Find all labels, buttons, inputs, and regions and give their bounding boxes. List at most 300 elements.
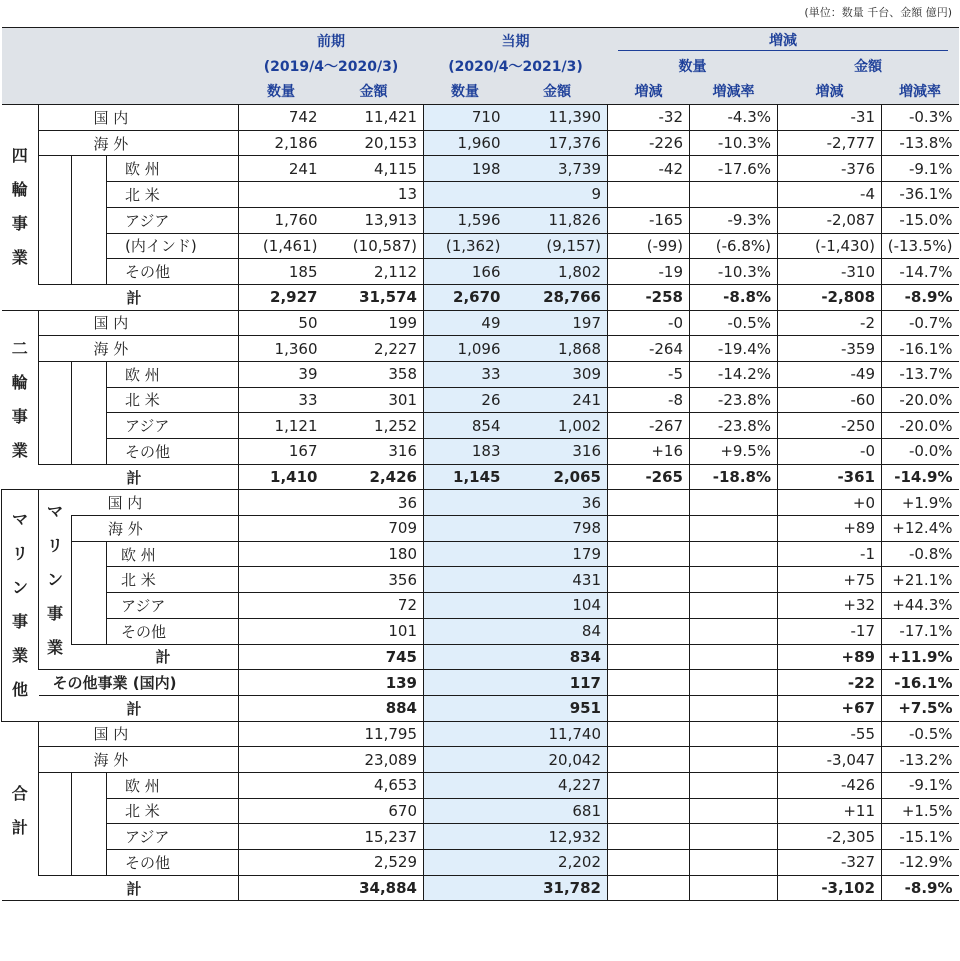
cell-prev-amt: 101	[324, 618, 424, 644]
cell-qty-rate: -4.3%	[690, 105, 778, 131]
cell-qty-rate	[690, 593, 778, 619]
cell-curr-qty: 26	[424, 387, 507, 413]
cell-prev-qty	[239, 747, 324, 773]
cell-amt-rate: -15.0%	[882, 207, 959, 233]
row-label: その他	[107, 618, 239, 644]
cell-qty-rate	[690, 618, 778, 644]
row-label: 欧 州	[107, 772, 239, 798]
table-row	[2, 824, 959, 850]
cell-qty-rate	[690, 644, 778, 670]
cell-curr-amt: 2,065	[507, 464, 608, 490]
cell-curr-amt: 951	[507, 695, 608, 721]
table-row	[2, 567, 959, 593]
cell-amt-inc: +75	[778, 567, 882, 593]
table-row	[2, 798, 959, 824]
cell-qty-inc: -32	[608, 105, 690, 131]
cell-prev-amt: 745	[324, 644, 424, 670]
cell-curr-amt: 12,932	[507, 824, 608, 850]
cell-curr-amt: 11,826	[507, 207, 608, 233]
segment-four-wheel-text: 四輪事業	[11, 146, 28, 268]
cell-prev-amt: 72	[324, 593, 424, 619]
cell-amt-inc: -3,047	[778, 747, 882, 773]
cell-prev-qty	[239, 618, 324, 644]
cell-prev-qty: 39	[239, 361, 324, 387]
cell-prev-qty	[239, 695, 324, 721]
cell-curr-qty	[424, 875, 507, 901]
segment-total	[2, 721, 39, 901]
cell-curr-qty	[424, 182, 507, 208]
cell-qty-inc: -265	[608, 464, 690, 490]
cell-curr-qty	[424, 721, 507, 747]
cell-amt-rate: -9.1%	[882, 156, 959, 182]
table-row	[2, 156, 959, 182]
cell-amt-inc: +89	[778, 644, 882, 670]
cell-curr-amt: 3,739	[507, 156, 608, 182]
diff-label: 増減	[608, 28, 959, 54]
table-row	[2, 387, 959, 413]
cell-curr-qty	[424, 618, 507, 644]
col-prev-qty: 数量	[239, 79, 324, 105]
cell-qty-inc	[608, 798, 690, 824]
cell-curr-qty	[424, 670, 507, 696]
cell-amt-rate: (-13.5%)	[882, 233, 959, 259]
cell-curr-qty	[424, 695, 507, 721]
sales-table	[1, 27, 959, 901]
cell-amt-rate: -0.5%	[882, 721, 959, 747]
table-row	[2, 850, 959, 876]
row-label: 海 外	[72, 336, 239, 362]
table-row	[2, 490, 959, 516]
indent-cell	[39, 721, 72, 747]
cell-amt-inc: -31	[778, 105, 882, 131]
row-label: 国 内	[72, 310, 239, 336]
header-row-2	[2, 53, 959, 79]
indent-cell	[39, 310, 72, 336]
cell-amt-rate: -0.0%	[882, 439, 959, 465]
cell-qty-inc: +16	[608, 439, 690, 465]
cell-curr-amt: 104	[507, 593, 608, 619]
cell-prev-qty: 742	[239, 105, 324, 131]
table-row	[2, 541, 959, 567]
cell-amt-inc: -426	[778, 772, 882, 798]
cell-curr-amt: (9,157)	[507, 233, 608, 259]
row-label: 海 外	[72, 747, 239, 773]
subtotal-row	[2, 644, 959, 670]
cell-curr-amt: 1,002	[507, 413, 608, 439]
cell-amt-rate: -8.9%	[882, 875, 959, 901]
cell-prev-amt: 13,913	[324, 207, 424, 233]
cell-qty-inc: -267	[608, 413, 690, 439]
cell-amt-rate: +21.1%	[882, 567, 959, 593]
cell-amt-inc: -327	[778, 850, 882, 876]
cell-prev-amt: 2,529	[324, 850, 424, 876]
cell-prev-qty	[239, 516, 324, 542]
cell-curr-qty	[424, 824, 507, 850]
cell-amt-rate: -15.1%	[882, 824, 959, 850]
cell-curr-qty	[424, 593, 507, 619]
row-label: アジア	[107, 593, 239, 619]
cell-qty-inc	[608, 721, 690, 747]
indent-cell	[72, 541, 107, 644]
row-label: 欧 州	[107, 361, 239, 387]
cell-curr-qty: 1,145	[424, 464, 507, 490]
segment-marine-other-text: マリン事業他	[11, 510, 28, 700]
cell-prev-amt: 2,426	[324, 464, 424, 490]
cell-qty-rate: -17.6%	[690, 156, 778, 182]
table-row	[2, 182, 959, 208]
cell-curr-amt: 834	[507, 644, 608, 670]
cell-curr-amt: 31,782	[507, 875, 608, 901]
cell-prev-amt: 1,252	[324, 413, 424, 439]
cell-curr-amt: 9	[507, 182, 608, 208]
cell-qty-rate	[690, 182, 778, 208]
row-label: (内インド)	[107, 233, 239, 259]
cell-amt-inc: -22	[778, 670, 882, 696]
cell-curr-qty	[424, 516, 507, 542]
cell-qty-rate	[690, 798, 778, 824]
cell-amt-rate: -13.2%	[882, 747, 959, 773]
cell-prev-amt: 31,574	[324, 284, 424, 310]
cell-prev-amt: 15,237	[324, 824, 424, 850]
cell-qty-inc	[608, 567, 690, 593]
header-row-1	[2, 28, 959, 54]
cell-curr-amt: 197	[507, 310, 608, 336]
prev-label: 前期	[239, 28, 424, 54]
cell-curr-qty: 854	[424, 413, 507, 439]
table-row	[2, 593, 959, 619]
cell-prev-amt: 13	[324, 182, 424, 208]
cell-qty-inc: -226	[608, 130, 690, 156]
cell-qty-rate	[690, 772, 778, 798]
row-label: 北 米	[107, 182, 239, 208]
cell-qty-rate: -23.8%	[690, 413, 778, 439]
segment-marine	[39, 490, 72, 670]
segment-two-wheel	[2, 310, 39, 490]
cell-curr-qty: 198	[424, 156, 507, 182]
cell-amt-rate: -16.1%	[882, 336, 959, 362]
cell-qty-inc	[608, 593, 690, 619]
subtotal-row	[2, 695, 959, 721]
cell-curr-qty	[424, 850, 507, 876]
cell-prev-qty: 1,121	[239, 413, 324, 439]
row-label: その他	[107, 259, 239, 285]
cell-prev-amt: 180	[324, 541, 424, 567]
table-row	[2, 413, 959, 439]
cell-curr-qty: 33	[424, 361, 507, 387]
cell-qty-inc	[608, 850, 690, 876]
cell-curr-qty	[424, 747, 507, 773]
indent-cell	[39, 105, 72, 131]
diff-amt-label: 金額	[778, 53, 959, 79]
row-label: 計	[72, 644, 239, 670]
cell-qty-inc: -5	[608, 361, 690, 387]
table-row	[2, 439, 959, 465]
row-label: 計	[39, 695, 239, 721]
cell-curr-amt: 2,202	[507, 850, 608, 876]
cell-amt-rate: -20.0%	[882, 413, 959, 439]
cell-amt-inc: -359	[778, 336, 882, 362]
grand-total-row	[2, 875, 959, 901]
cell-qty-inc	[608, 644, 690, 670]
cell-prev-amt: 36	[324, 490, 424, 516]
cell-curr-amt: 20,042	[507, 747, 608, 773]
cell-amt-inc: -49	[778, 361, 882, 387]
cell-qty-rate: -10.3%	[690, 130, 778, 156]
cell-curr-amt: 17,376	[507, 130, 608, 156]
curr-label: 当期	[424, 28, 608, 54]
cell-amt-rate: -13.8%	[882, 130, 959, 156]
cell-amt-inc: -2,087	[778, 207, 882, 233]
table-row	[2, 772, 959, 798]
cell-qty-inc	[608, 541, 690, 567]
curr-period: (2020/4～2021/3)	[424, 53, 608, 79]
table-row	[2, 259, 959, 285]
cell-qty-rate	[690, 875, 778, 901]
cell-curr-qty	[424, 798, 507, 824]
cell-amt-inc: -4	[778, 182, 882, 208]
cell-qty-inc	[608, 772, 690, 798]
row-label: その他	[107, 850, 239, 876]
segment-marine-other	[2, 490, 39, 721]
table-row	[2, 747, 959, 773]
row-label: 計	[39, 464, 239, 490]
col-curr-qty: 数量	[424, 79, 507, 105]
cell-curr-qty: (1,362)	[424, 233, 507, 259]
cell-amt-rate: -36.1%	[882, 182, 959, 208]
cell-prev-qty	[239, 182, 324, 208]
cell-qty-rate: -9.3%	[690, 207, 778, 233]
row-label: その他	[107, 439, 239, 465]
cell-qty-inc: -258	[608, 284, 690, 310]
cell-qty-inc	[608, 516, 690, 542]
cell-qty-inc	[608, 824, 690, 850]
cell-qty-inc	[608, 875, 690, 901]
col-curr-amt: 金額	[507, 79, 608, 105]
cell-amt-inc: +11	[778, 798, 882, 824]
cell-prev-qty: 1,360	[239, 336, 324, 362]
cell-qty-inc: -19	[608, 259, 690, 285]
cell-qty-inc: (-99)	[608, 233, 690, 259]
cell-qty-inc: -264	[608, 336, 690, 362]
cell-curr-amt: 681	[507, 798, 608, 824]
cell-prev-amt: 670	[324, 798, 424, 824]
cell-curr-qty: 1,596	[424, 207, 507, 233]
segment-total-text: 合計	[11, 783, 28, 837]
cell-curr-qty	[424, 644, 507, 670]
cell-amt-rate: -9.1%	[882, 772, 959, 798]
cell-curr-amt: 798	[507, 516, 608, 542]
cell-amt-rate: -0.7%	[882, 310, 959, 336]
cell-amt-rate: -14.9%	[882, 464, 959, 490]
cell-prev-qty	[239, 644, 324, 670]
row-label: アジア	[107, 413, 239, 439]
cell-curr-qty	[424, 490, 507, 516]
table-row	[2, 130, 959, 156]
cell-qty-inc: -42	[608, 156, 690, 182]
row-label: 北 米	[107, 387, 239, 413]
table-row	[2, 336, 959, 362]
row-label: アジア	[107, 824, 239, 850]
cell-amt-rate: -8.9%	[882, 284, 959, 310]
cell-curr-amt: 241	[507, 387, 608, 413]
cell-qty-rate	[690, 541, 778, 567]
cell-amt-inc: -2,777	[778, 130, 882, 156]
cell-amt-rate: -14.7%	[882, 259, 959, 285]
cell-amt-inc: +0	[778, 490, 882, 516]
cell-amt-rate: +7.5%	[882, 695, 959, 721]
indent-cell	[39, 130, 72, 156]
row-label: 計	[39, 875, 239, 901]
subtotal-row	[2, 464, 959, 490]
subtotal-row	[2, 670, 959, 696]
cell-curr-qty: 1,960	[424, 130, 507, 156]
segment-two-wheel-text: 二輪事業	[11, 338, 28, 460]
indent-cell	[72, 361, 107, 464]
cell-amt-rate: -13.7%	[882, 361, 959, 387]
table-row	[2, 721, 959, 747]
cell-prev-amt: 358	[324, 361, 424, 387]
row-label: 北 米	[107, 567, 239, 593]
cell-amt-rate: +1.9%	[882, 490, 959, 516]
indent-cell	[72, 772, 107, 875]
row-label: 欧 州	[107, 541, 239, 567]
table-row	[2, 233, 959, 259]
cell-qty-rate: -23.8%	[690, 387, 778, 413]
cell-qty-rate: -10.3%	[690, 259, 778, 285]
cell-qty-rate: -0.5%	[690, 310, 778, 336]
cell-prev-qty: 2,927	[239, 284, 324, 310]
cell-prev-qty	[239, 721, 324, 747]
cell-prev-amt: 2,112	[324, 259, 424, 285]
cell-prev-qty: 185	[239, 259, 324, 285]
cell-curr-amt: 4,227	[507, 772, 608, 798]
cell-amt-inc: -376	[778, 156, 882, 182]
cell-curr-qty	[424, 541, 507, 567]
cell-curr-amt: 179	[507, 541, 608, 567]
cell-qty-inc	[608, 182, 690, 208]
cell-prev-qty	[239, 875, 324, 901]
cell-amt-rate: -20.0%	[882, 387, 959, 413]
row-label: 計	[39, 284, 239, 310]
cell-curr-amt: 431	[507, 567, 608, 593]
cell-prev-qty	[239, 670, 324, 696]
row-label: 海 外	[72, 516, 239, 542]
prev-period: (2019/4～2020/3)	[239, 53, 424, 79]
cell-amt-inc: -55	[778, 721, 882, 747]
cell-prev-qty	[239, 824, 324, 850]
cell-prev-amt: 4,115	[324, 156, 424, 182]
col-amt-rate: 増減率	[882, 79, 959, 105]
cell-prev-amt: 356	[324, 567, 424, 593]
col-prev-amt: 金額	[324, 79, 424, 105]
cell-curr-amt: 117	[507, 670, 608, 696]
cell-amt-inc: -0	[778, 439, 882, 465]
indent-cell	[39, 772, 72, 875]
cell-curr-amt: 11,740	[507, 721, 608, 747]
cell-prev-qty	[239, 541, 324, 567]
cell-qty-rate	[690, 670, 778, 696]
cell-amt-inc: -3,102	[778, 875, 882, 901]
cell-amt-inc: -2	[778, 310, 882, 336]
table-row	[2, 618, 959, 644]
indent-cell	[39, 361, 72, 464]
cell-curr-qty: 2,670	[424, 284, 507, 310]
cell-amt-rate: -0.8%	[882, 541, 959, 567]
cell-qty-inc	[608, 618, 690, 644]
cell-amt-inc: -1	[778, 541, 882, 567]
segment-four-wheel	[2, 105, 39, 311]
cell-prev-qty	[239, 798, 324, 824]
table-row	[2, 207, 959, 233]
cell-amt-inc: -310	[778, 259, 882, 285]
segment-marine-text: マリン事業	[46, 501, 63, 657]
cell-prev-amt: 20,153	[324, 130, 424, 156]
cell-prev-amt: 11,795	[324, 721, 424, 747]
cell-qty-inc	[608, 670, 690, 696]
cell-prev-amt: 2,227	[324, 336, 424, 362]
cell-qty-rate: -18.8%	[690, 464, 778, 490]
cell-prev-amt: 23,089	[324, 747, 424, 773]
cell-qty-rate: -14.2%	[690, 361, 778, 387]
col-amt-inc: 増減	[778, 79, 882, 105]
row-label: 国 内	[72, 105, 239, 131]
cell-prev-amt: 199	[324, 310, 424, 336]
cell-curr-amt: 28,766	[507, 284, 608, 310]
row-label: 海 外	[72, 130, 239, 156]
row-label: 欧 州	[107, 156, 239, 182]
cell-prev-qty: 2,186	[239, 130, 324, 156]
cell-prev-amt: 709	[324, 516, 424, 542]
cell-qty-inc	[608, 490, 690, 516]
cell-curr-amt: 1,868	[507, 336, 608, 362]
indent-cell	[39, 156, 72, 284]
cell-qty-rate	[690, 721, 778, 747]
cell-curr-qty: 710	[424, 105, 507, 131]
cell-qty-inc	[608, 747, 690, 773]
cell-qty-rate	[690, 747, 778, 773]
cell-amt-inc: -60	[778, 387, 882, 413]
cell-qty-rate	[690, 516, 778, 542]
cell-prev-qty: 50	[239, 310, 324, 336]
cell-curr-amt: 316	[507, 439, 608, 465]
cell-amt-inc: +32	[778, 593, 882, 619]
row-label: アジア	[107, 207, 239, 233]
cell-amt-rate: -0.3%	[882, 105, 959, 131]
cell-amt-inc: -361	[778, 464, 882, 490]
header-row-3	[2, 79, 959, 105]
cell-prev-qty: 167	[239, 439, 324, 465]
cell-amt-rate: -16.1%	[882, 670, 959, 696]
cell-prev-qty: 1,760	[239, 207, 324, 233]
cell-curr-qty: 183	[424, 439, 507, 465]
cell-qty-rate	[690, 850, 778, 876]
cell-prev-qty: (1,461)	[239, 233, 324, 259]
cell-prev-amt: 11,421	[324, 105, 424, 131]
table-row	[2, 310, 959, 336]
cell-amt-inc: -2,808	[778, 284, 882, 310]
cell-qty-rate: (-6.8%)	[690, 233, 778, 259]
cell-prev-amt: 316	[324, 439, 424, 465]
cell-amt-rate: +11.9%	[882, 644, 959, 670]
cell-qty-rate: +9.5%	[690, 439, 778, 465]
cell-curr-qty	[424, 567, 507, 593]
cell-prev-qty	[239, 772, 324, 798]
cell-qty-rate	[690, 490, 778, 516]
cell-curr-amt: 11,390	[507, 105, 608, 131]
table-row	[2, 516, 959, 542]
cell-amt-inc: +89	[778, 516, 882, 542]
cell-amt-rate: -17.1%	[882, 618, 959, 644]
